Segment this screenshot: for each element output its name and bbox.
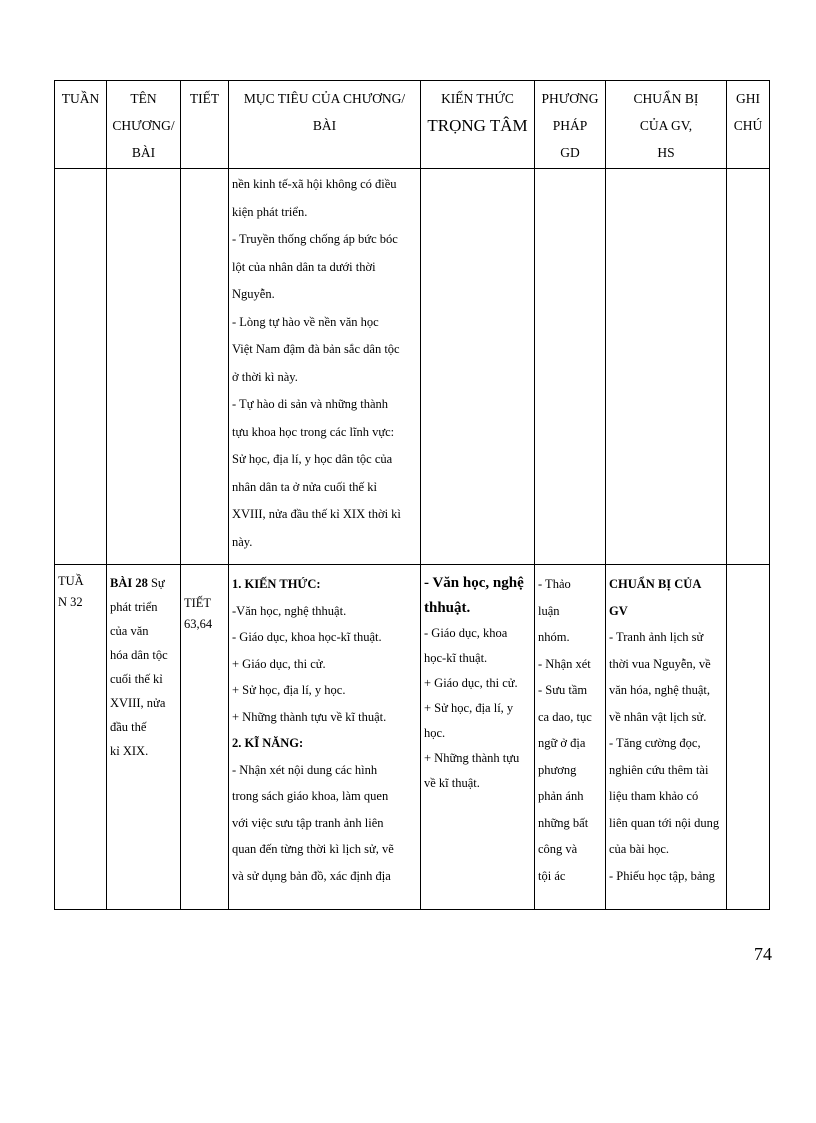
row2-tuan: TUẦ N 32 bbox=[55, 565, 107, 910]
lesson-plan-table bbox=[54, 80, 770, 910]
header-ghi-chu: GHI CHÚ bbox=[727, 81, 770, 169]
table-row bbox=[55, 565, 770, 910]
table-row bbox=[55, 169, 770, 565]
header-ten-chuong: TÊN CHƯƠNG/ BÀI bbox=[107, 81, 181, 169]
row2-muc-tieu: 1. KIẾN THỨC: -Văn học, nghệ thhuật. - Giáo dục, khoa học-kĩ thuật. + Giáo dục, thi cử. + Sử học, địa lí, y học. + Những thành tựu về kĩ thuật. 2. KĨ NĂNG: - Nhận xét nội dung các hình trong sách giáo khoa, làm quen với việc sưu tập tranh ảnh liên quan đến từng thời kì lịch sử, vẽ và sử dụng bản đồ, xác định địa bbox=[229, 565, 421, 910]
row2-phuong-phap: - Thảo luận nhóm. - Nhận xét - Sưu tầm ca dao, tục ngữ ở địa phương phản ánh những bất công và tội ác bbox=[535, 565, 606, 910]
header-kien-thuc: KIẾN THỨC TRỌNG TÂM bbox=[421, 81, 535, 169]
header-chuan-bi: CHUẨN BỊ CỦA GV, HS bbox=[606, 81, 727, 169]
header-tiet: TIẾT bbox=[181, 81, 229, 169]
row2-kien-thuc: - Văn học, nghệ thhuật. - Giáo dục, khoa học-kĩ thuật. + Giáo dục, thi cử. + Sử học, địa lí, y học. + Những thành tựu về kĩ thuật. bbox=[421, 565, 535, 910]
header-row bbox=[55, 81, 770, 169]
row2-chuan-bi: CHUẨN BỊ CỦA GV - Tranh ảnh lịch sử thời vua Nguyễn, về văn hóa, nghệ thuật, về nhân vật lịch sử. - Tăng cường đọc, nghiên cứu thêm tài liệu tham khảo có liên quan tới nội dung của bài học. - Phiếu học tập, bảng bbox=[606, 565, 727, 910]
row1-muc-tieu: nền kinh tế-xã hội không có điều kiện phát triển. - Truyền thống chống áp bức bóc lột của nhân dân ta dưới thời Nguyễn. - Lòng tự hào về nền văn học Việt Nam đậm đà bản sắc dân tộc ở thời kì này. - Tự hào di sản và những thành tựu khoa học trong các lĩnh vực: Sử học, địa lí, y học dân tộc của nhân dân ta ở nửa cuối thế kỉ XVIII, nửa đầu thế kỉ XIX thời kì này. bbox=[229, 169, 421, 565]
header-tuan: TUẦN bbox=[55, 81, 107, 169]
row2-tiet: TIẾT 63,64 bbox=[181, 565, 229, 910]
header-muc-tieu: MỤC TIÊU CỦA CHƯƠNG/ BÀI bbox=[229, 81, 421, 169]
header-phuong-phap: PHƯƠNG PHÁP GD bbox=[535, 81, 606, 169]
page-number: 74 bbox=[754, 944, 772, 964]
row2-ten-bai: BÀI 28 Sự phát triển của văn hóa dân tộc cuối thế kỉ XVIII, nửa đầu thế kỉ XIX. bbox=[107, 565, 181, 910]
